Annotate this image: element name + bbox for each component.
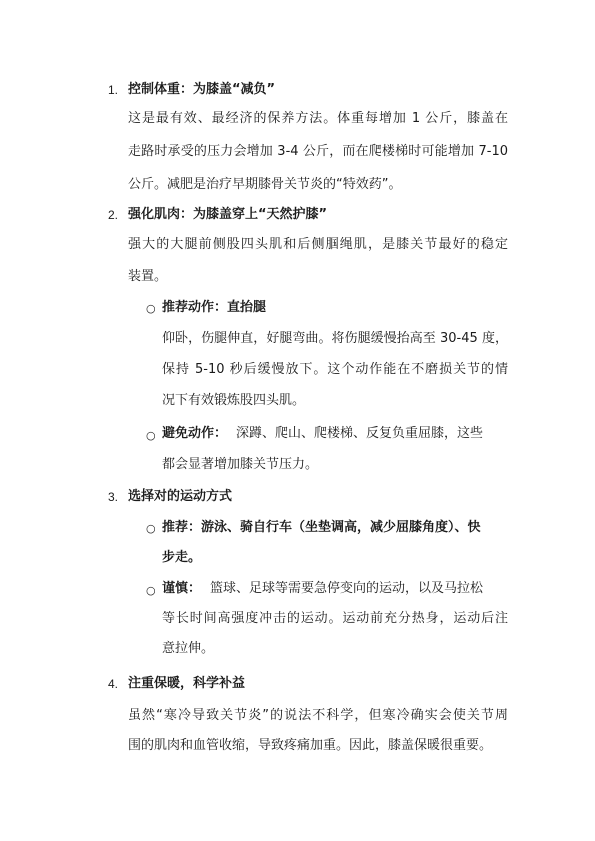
subitem-label: 步走。: [162, 550, 202, 565]
subitem-line: 仰卧，伤腿伸直，好腿弯曲。将伤腿缓慢抬高至 30-45 度，: [162, 331, 508, 346]
item-number: 3.: [108, 490, 119, 504]
subitem-label: 推荐：游泳、骑自行车（坐垫调高，减少屈膝角度）、快: [162, 520, 481, 535]
body-line: 这是最有效、最经济的保养方法。体重每增加 1 公斤，膝盖在: [128, 111, 508, 126]
circle-bullet-icon: ○: [146, 429, 156, 442]
subitem-line: 都会显著增加膝关节压力。: [162, 457, 319, 472]
subitem-line: 等长时间高强度冲击的运动。运动前充分热身，运动后注: [162, 611, 508, 626]
subitem-line: 保持 5-10 秒后缓慢放下。这个动作能在不磨损关节的情: [162, 362, 508, 377]
body-line: 虽然“寒冷导致关节炎”的说法不科学，但寒冷确实会使关节周: [128, 708, 508, 723]
item-number: 2.: [108, 208, 119, 222]
item-number: 1.: [108, 83, 119, 97]
subitem-label: 推荐动作：直抬腿: [162, 300, 267, 315]
subitem-line: 况下有效锻炼股四头肌。: [162, 393, 306, 408]
body-line: 公斤。减肥是治疗早期膝骨关节炎的“特效药”。: [128, 177, 402, 192]
item-number: 4.: [108, 677, 119, 691]
subitem-label: 避免动作：: [162, 426, 228, 441]
circle-bullet-icon: ○: [146, 584, 156, 597]
circle-bullet-icon: ○: [146, 522, 156, 535]
section-heading: 强化肌肉：为膝盖穿上“天然护膝”: [128, 207, 328, 222]
body-line: 围的肌肉和血管收缩，导致疼痛加重。因此，膝盖保暖很重要。: [128, 738, 493, 753]
body-line: 走路时承受的压力会增加 3-4 公斤，而在爬楼梯时可能增加 7-10: [128, 144, 508, 159]
body-line: 装置。: [128, 269, 168, 284]
section-heading: 选择对的运动方式: [128, 489, 233, 504]
subitem-text: 深蹲、爬山、爬楼梯、反复负重屈膝，这些: [236, 426, 484, 441]
section-heading: 注重保暖，科学补益: [128, 676, 246, 691]
subitem-line: 意拉伸。: [162, 641, 215, 656]
subitem-text: 篮球、足球等需要急停变向的运动，以及马拉松: [210, 581, 484, 596]
body-line: 强大的大腿前侧股四头肌和后侧腘绳肌，是膝关节最好的稳定: [128, 237, 508, 252]
section-heading: 控制体重：为膝盖“减负”: [128, 82, 276, 97]
circle-bullet-icon: ○: [146, 302, 156, 315]
subitem-label: 谨慎：: [162, 581, 202, 596]
